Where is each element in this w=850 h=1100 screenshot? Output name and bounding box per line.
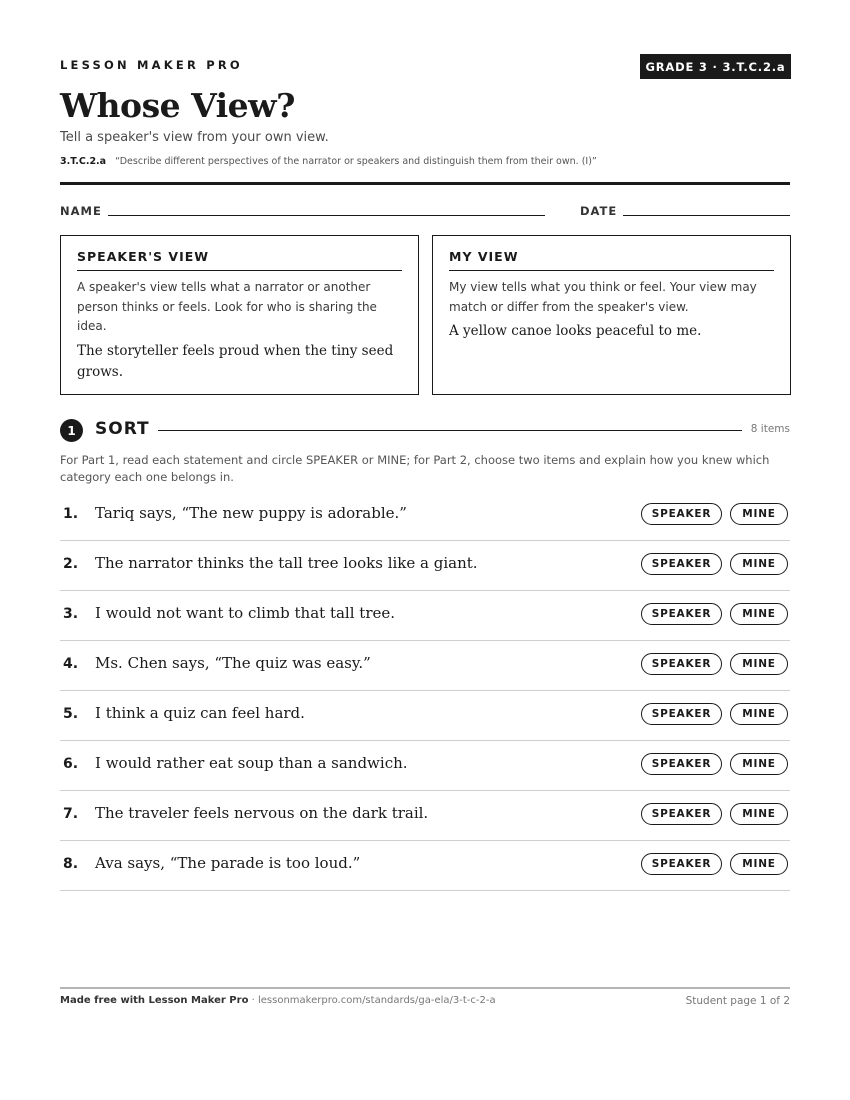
footer-brand: Made free with Lesson Maker Pro: [60, 995, 249, 1006]
standard-text: “Describe different perspectives of the narrator or speakers and distinguish them from their own. (I)”: [115, 156, 597, 167]
section-title: SORT: [95, 419, 150, 439]
item-text: The traveler feels nervous on the dark trail.: [95, 804, 429, 822]
page-title: Whose View?: [60, 86, 295, 125]
box-title: SPEAKER'S VIEW: [77, 249, 402, 271]
mine-choice[interactable]: MINE: [730, 503, 788, 525]
mine-choice[interactable]: MINE: [730, 853, 788, 875]
item-number: 1.: [63, 506, 79, 522]
item-number: 4.: [63, 656, 79, 672]
list-item: [60, 691, 790, 741]
list-item: [60, 791, 790, 841]
box-description: A speaker's view tells what a narrator or another person thinks or feels. Look for who is sharing the idea.: [77, 280, 377, 333]
speaker-choice[interactable]: SPEAKER: [641, 553, 722, 575]
box-example: The storyteller feels proud when the tiny seed grows.: [77, 342, 394, 380]
standard-line: [60, 156, 597, 167]
list-item: [60, 541, 790, 591]
section-number: 1: [60, 419, 83, 442]
page-indicator: Student page 1 of 2: [685, 995, 790, 1007]
list-item: [60, 491, 790, 541]
footer-divider: [60, 987, 790, 989]
box-title: MY VIEW: [449, 249, 774, 271]
item-count: 8 items: [750, 423, 790, 435]
mine-choice[interactable]: MINE: [730, 553, 788, 575]
page-subtitle: Tell a speaker's view from your own view.: [60, 130, 329, 145]
item-text: I would rather eat soup than a sandwich.: [95, 754, 408, 772]
item-number: 2.: [63, 556, 79, 572]
footer-credit: [60, 995, 496, 1006]
item-number: 8.: [63, 856, 79, 872]
item-text: The narrator thinks the tall tree looks like a giant.: [95, 554, 478, 572]
name-field[interactable]: [108, 215, 545, 216]
list-item: [60, 841, 790, 891]
speaker-choice[interactable]: SPEAKER: [641, 853, 722, 875]
items-list: [60, 491, 790, 891]
footer-url[interactable]: · lessonmakerpro.com/standards/ga-ela/3-t-c-2-a: [248, 995, 496, 1006]
item-text: I think a quiz can feel hard.: [95, 704, 305, 722]
speaker-choice[interactable]: SPEAKER: [641, 803, 722, 825]
section-rule: [158, 430, 742, 431]
item-text: Ms. Chen says, “The quiz was easy.”: [95, 654, 371, 672]
date-field[interactable]: [623, 215, 790, 216]
item-text: Ava says, “The parade is too loud.”: [95, 854, 361, 872]
speakers-view-box: [60, 235, 419, 395]
speaker-choice[interactable]: SPEAKER: [641, 703, 722, 725]
mine-choice[interactable]: MINE: [730, 603, 788, 625]
list-item: [60, 591, 790, 641]
box-description: My view tells what you think or feel. Your view may match or differ from the speaker's view.: [449, 280, 757, 314]
item-number: 7.: [63, 806, 79, 822]
list-item: [60, 741, 790, 791]
mine-choice[interactable]: MINE: [730, 703, 788, 725]
item-number: 5.: [63, 706, 79, 722]
speaker-choice[interactable]: SPEAKER: [641, 603, 722, 625]
item-text: Tariq says, “The new puppy is adorable.”: [95, 504, 407, 522]
standard-code: 3.T.C.2.a: [60, 156, 107, 167]
item-number: 3.: [63, 606, 79, 622]
my-view-box: [432, 235, 791, 395]
section-header: [60, 418, 790, 442]
item-text: I would not want to climb that tall tree.: [95, 604, 396, 622]
brand-name: LESSON MAKER PRO: [60, 58, 243, 72]
speaker-choice[interactable]: SPEAKER: [641, 653, 722, 675]
speaker-choice[interactable]: SPEAKER: [641, 753, 722, 775]
header-divider: [60, 182, 790, 185]
instructions: For Part 1, read each statement and circle SPEAKER or MINE; for Part 2, choose two items and explain how you knew which category each one belongs in.: [60, 453, 770, 484]
speaker-choice[interactable]: SPEAKER: [641, 503, 722, 525]
date-label: DATE: [580, 204, 618, 218]
item-number: 6.: [63, 756, 79, 772]
grade-badge: GRADE 3 · 3.T.C.2.a: [640, 54, 791, 79]
list-item: [60, 641, 790, 691]
name-label: NAME: [60, 204, 102, 218]
mine-choice[interactable]: MINE: [730, 803, 788, 825]
box-example: A yellow canoe looks peaceful to me.: [449, 323, 702, 339]
mine-choice[interactable]: MINE: [730, 653, 788, 675]
mine-choice[interactable]: MINE: [730, 753, 788, 775]
